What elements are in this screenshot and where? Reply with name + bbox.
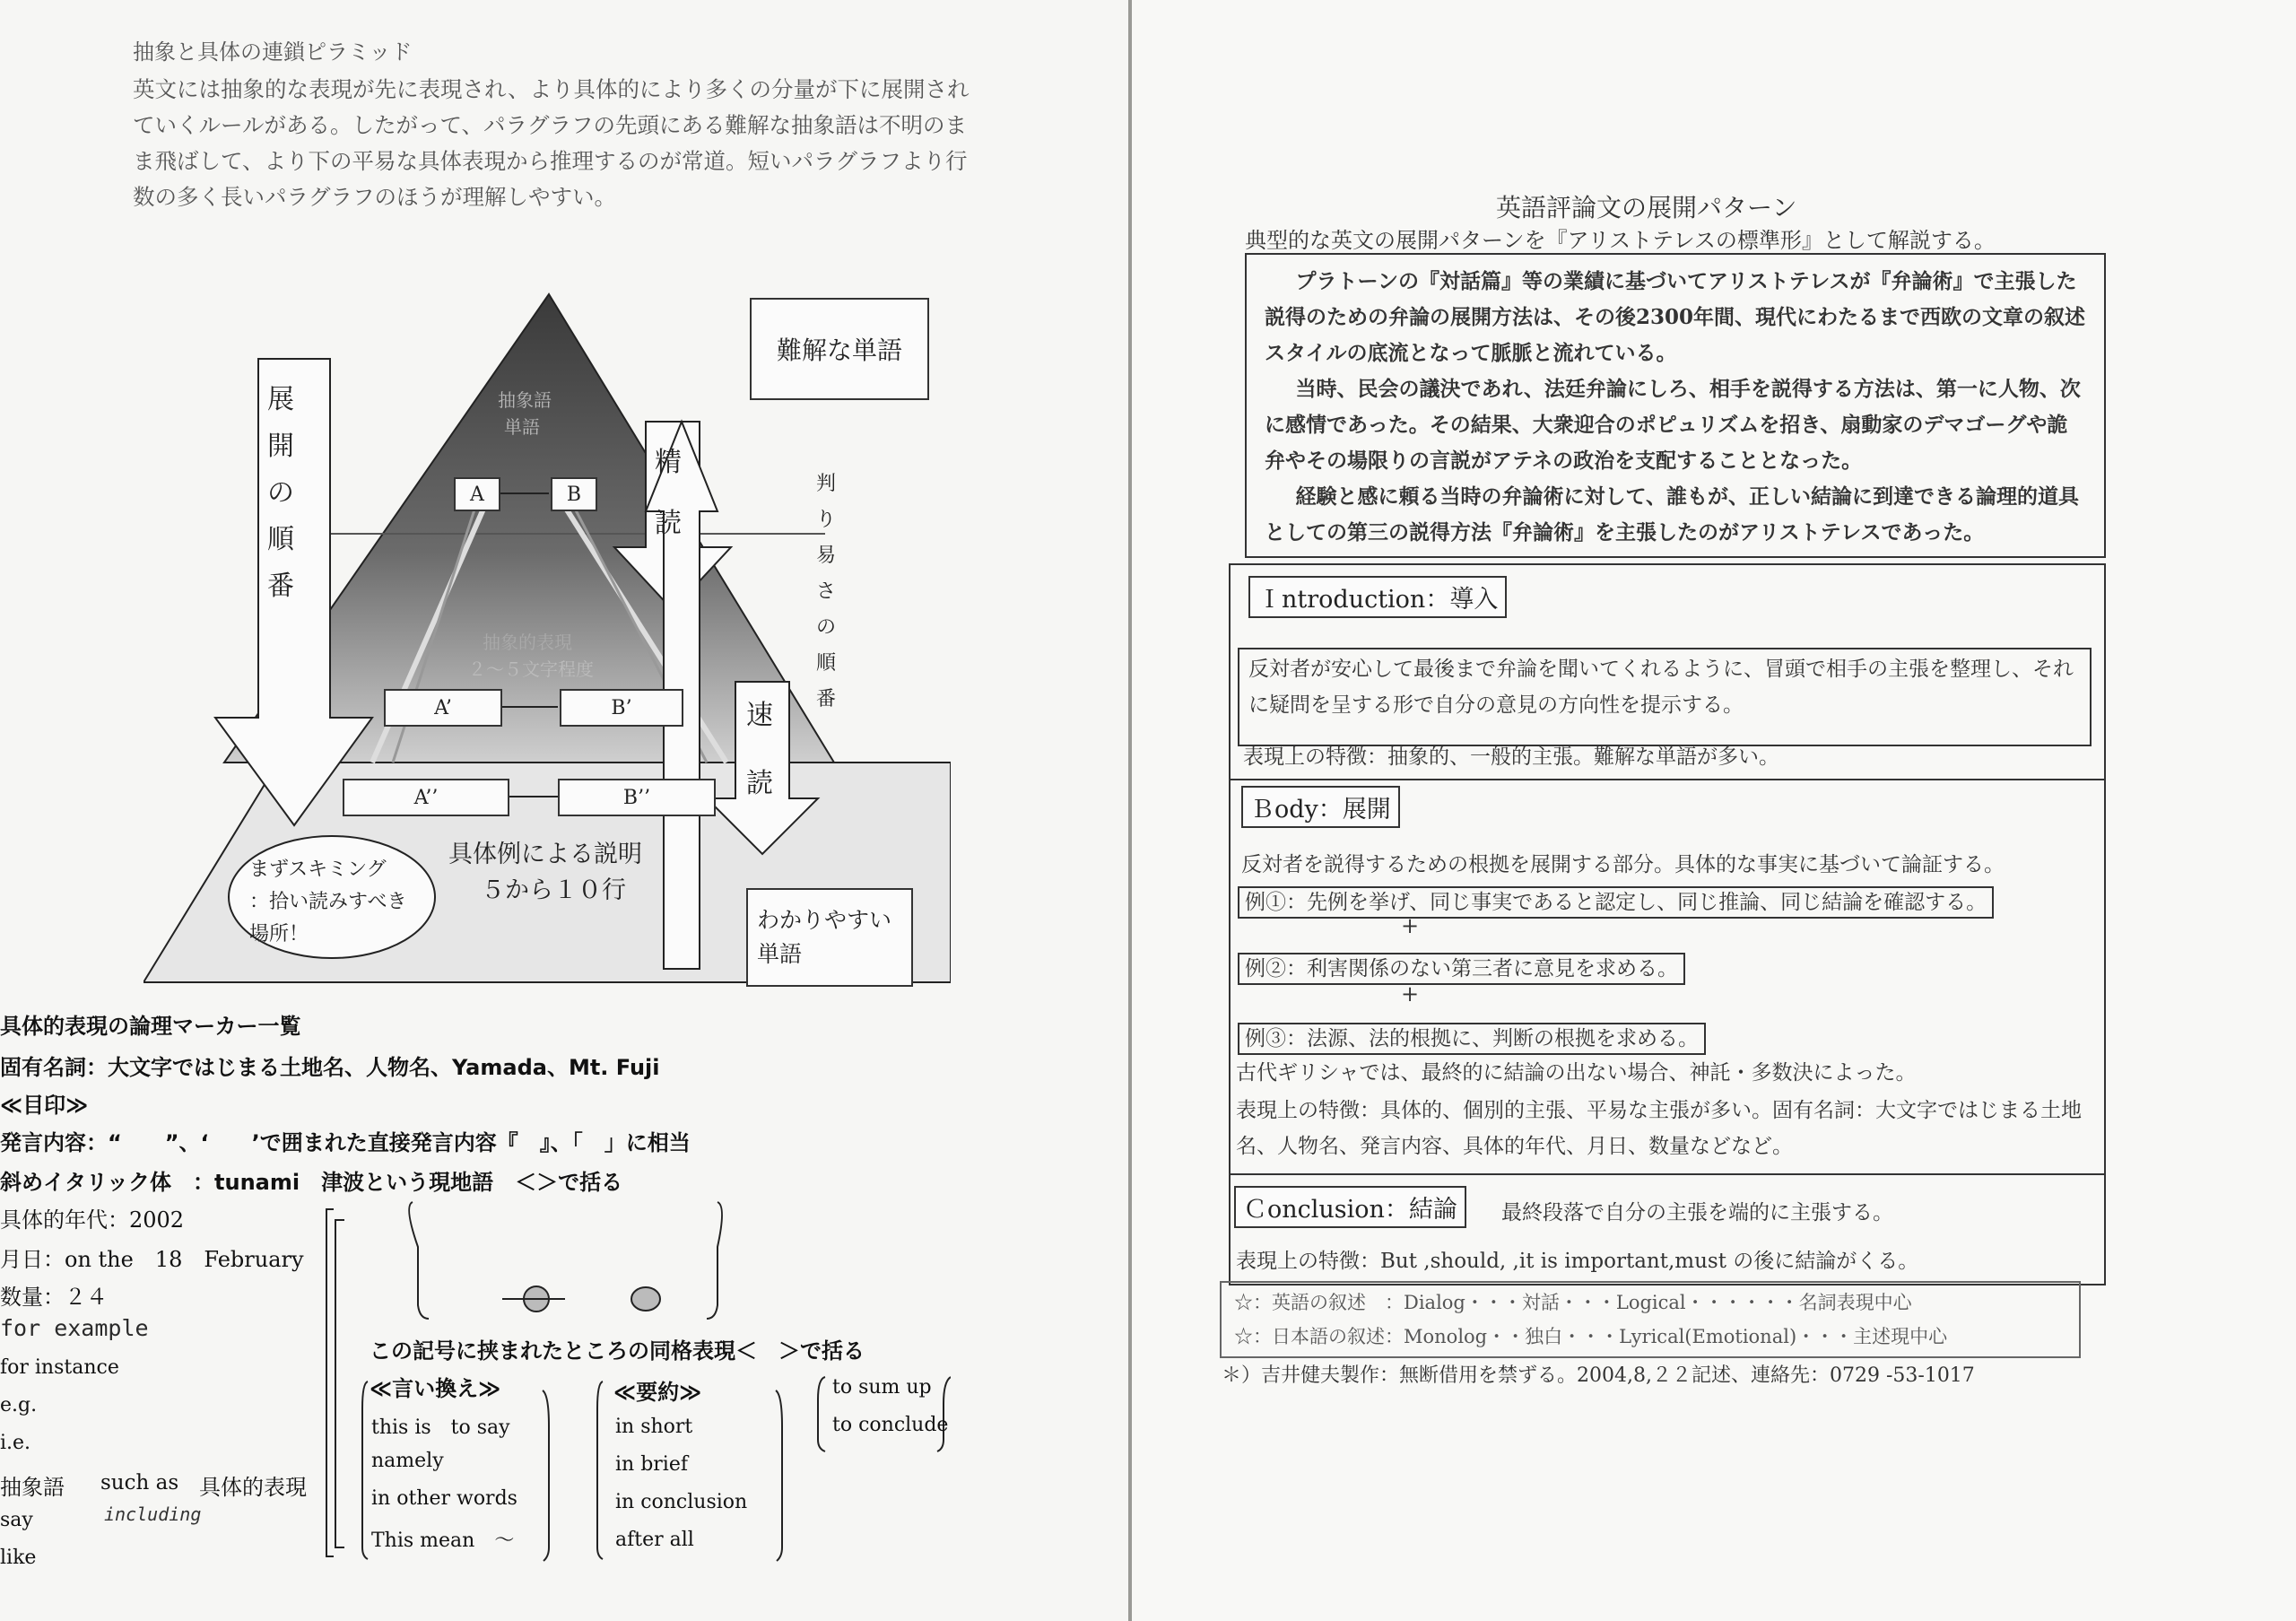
credit-line: ＊）吉井健夫製作：無断借用を禁ずる。2004,8,２２記述、連絡先：0729 -53-1017: [1222, 1364, 1975, 1387]
introduction-feature: 表現上の特徴：抽象的、一般的主張。難解な単語が多い。: [1243, 745, 1779, 769]
summary-item-1: in short: [615, 1416, 693, 1438]
marker-symbol-2: [631, 1287, 660, 1311]
marker-speech: 発言内容：“ ”、‘ ’で囲まれた直接発言内容『 』、「 」に相当: [0, 1130, 691, 1155]
rephrase-item-2: namely: [371, 1450, 444, 1472]
marker-mokuji: ≪目印≫: [0, 1093, 89, 1118]
seidoku-text: 精 読: [655, 447, 682, 539]
mid-label-2: ２～５文字程度: [468, 658, 594, 680]
box-b2: B’’: [558, 779, 716, 816]
body-heading: Ｂody：展開: [1241, 786, 1400, 828]
marker-for-example: for example: [0, 1315, 149, 1341]
quote-paragraph-3: 経験と感に頼る当時の弁論術に対して、誰もが、正しい結論に到達できる論理的道具としての第三の説得方法『弁論術』を主張したのがアリストテレスであった。: [1265, 484, 2080, 545]
quote-paragraph-1: プラトーンの『対話篇』等の業績に基づいてアリストテレスが『弁論術』で主張した説得のための弁論の展開方法は、その後2300年間、現代にわたるまで西欧の文章の叙述スタイルの底流となって脈脈と流れている。: [1265, 269, 2086, 365]
bracket-left-inner: [335, 1220, 344, 1547]
concrete-label-2: ５から１０行: [481, 876, 626, 904]
box-a1: A’: [384, 689, 502, 727]
marker-say: say: [0, 1509, 33, 1531]
skim-label-1: まずスキミング: [249, 858, 387, 881]
brace-right: [707, 1202, 722, 1319]
example-3: 例③：法源、法的根拠に、判断の根拠を求める。: [1238, 1023, 1706, 1055]
summary-heading: ≪要約≫: [613, 1380, 702, 1405]
easy-words-box: わかりやすい単語: [746, 888, 913, 987]
brace-left: [409, 1202, 429, 1319]
rephrase-heading: ≪言い換え≫: [370, 1376, 501, 1401]
sum-item-1: to sum up: [832, 1376, 932, 1399]
left-intro-paragraph: 英文には抽象的な表現が先に表現され、より具体的により多くの分量が下に展開されていくルールがある。したがって、パラグラフの先頭にある難解な抽象語は不明のまま飛ばして、より下の平易な具体表現から推理するのが常道。短いパラグラフより行数の多く長いパラグラフのほうが理解しやすい。: [133, 76, 970, 210]
order-arrow-text: 展 開 の 順 番: [267, 384, 294, 602]
conclusion-heading: Ｃonclusion：結論: [1234, 1186, 1466, 1228]
conclusion-feature: 表現上の特徴：But ,should, ,it is important,must の後に結論がくる。: [1236, 1250, 1919, 1273]
greek-note: 古代ギリシャでは、最終的に結論の出ない場合、神託・多数決によった。: [1236, 1061, 1917, 1085]
concrete-label-1: 具体例による説明: [448, 841, 642, 868]
skim-label-3: 場所！: [249, 923, 309, 946]
top-label-2: 単語: [504, 416, 540, 438]
marker-such-as: such as: [100, 1471, 179, 1495]
box-a: A: [454, 477, 500, 511]
left-title: 抽象と具体の連鎖ピラミッド: [133, 39, 413, 65]
example-2: 例②：利害関係のない第三者に意見を求める。: [1238, 953, 1685, 985]
sum-item-2: to conclude: [832, 1414, 949, 1436]
summary-item-3: in conclusion: [615, 1491, 748, 1513]
body-divider: [1231, 1173, 2106, 1175]
marker-concrete: 具体的表現: [199, 1475, 307, 1500]
body-feature: 表現上の特徴：具体的、個別的主張、平易な主張が多い。固有名詞：大文字ではじまる土地名、人物名、発言内容、具体的年代、月日、数量などなど。: [1236, 1099, 2082, 1158]
rephrase-item-1: this is to say: [371, 1416, 510, 1439]
box-a2: A’’: [343, 779, 509, 816]
mid-label-1: 抽象的表現: [483, 632, 572, 653]
summary-item-2: in brief: [615, 1453, 688, 1476]
top-label-1: 抽象語: [498, 389, 552, 411]
marker-ie: i.e.: [0, 1432, 31, 1454]
summary-item-4: after all: [615, 1529, 694, 1551]
note-japanese: ☆：日本語の叙述：Monolog・・独白・・・Lyrical(Emotional)・・・主述現中心: [1234, 1326, 1948, 1347]
body-text: 反対者を説得するための根拠を展開する部分。具体的な事実に基づいて論証する。: [1241, 853, 2005, 876]
rephrase-item-4: This mean ～: [371, 1529, 515, 1552]
rephrase-item-3: in other words: [371, 1487, 517, 1510]
page-gutter: [1128, 0, 1132, 1621]
marker-eg: e.g.: [0, 1394, 38, 1416]
sokudoku-text: 速 読: [746, 700, 773, 799]
box-b: B: [551, 477, 597, 511]
markers-heading: 具体的表現の論理マーカー一覧: [0, 1014, 301, 1039]
quote-paragraph-2: 当時、民会の議決であれ、法廷弁論にしろ、相手を説得する方法は、第一に人物、次に感情であった。その結果、大衆迎合のポピュリズムを招き、扇動家のデマゴーグや詭弁やその場限りの言説がアテネの政治を支配することとなった。: [1265, 377, 2081, 473]
conclusion-text: 最終段落で自分の主張を端的に主張する。: [1501, 1201, 1893, 1224]
example-1: 例①：先例を挙げ、同じ事実であると認定し、同じ推論、同じ結論を確認する。: [1238, 886, 1994, 919]
marker-italic: 斜めイタリック体 ：tunami 津波という現地語 ＜＞で括る: [0, 1170, 623, 1195]
paren-sum-left: [818, 1377, 825, 1451]
right-subtitle: 典型的な英文の展開パターンを『アリストテレスの標準形』として解説する。: [1245, 228, 1996, 253]
marker-for-instance: for instance: [0, 1356, 119, 1379]
paren-summary-right: [776, 1390, 782, 1561]
introduction-text: 反対者が安心して最後まで弁論を聞いてくれるように、冒頭で相手の主張を整理し、それに疑問を呈する形で自分の意見の方向性を提示する。: [1248, 658, 2074, 717]
marker-abstract: 抽象語: [0, 1475, 65, 1500]
hard-words-box: 難解な単語: [750, 298, 929, 400]
marker-year: 具体的年代：2002: [0, 1207, 185, 1233]
aristotle-quote-box: [1245, 253, 2106, 558]
intro-divider: [1231, 779, 2106, 780]
paren-rephrase-left: [362, 1381, 368, 1559]
skim-label-2: ：拾い読みすべき: [249, 891, 407, 913]
introduction-heading: Ｉntroduction：導入: [1248, 576, 1507, 618]
plus-2: +: [1401, 981, 1420, 1007]
right-title: 英語評論文の展開パターン: [1496, 193, 1797, 222]
marker-like: like: [0, 1547, 37, 1569]
pyramid-diagram: [144, 278, 951, 1005]
plus-1: +: [1401, 913, 1420, 938]
paren-summary-left: [597, 1381, 603, 1559]
note-english: ☆：英語の叙述 ：Dialog・・・対話・・・Logical・・・・・・名詞表現中心: [1234, 1292, 1912, 1313]
box-b1: B’: [560, 689, 683, 727]
marker-date: 月日：on the 18 February: [0, 1247, 304, 1272]
handwritten-including: including: [104, 1503, 202, 1525]
paren-rephrase-right: [543, 1390, 549, 1561]
easy-order-text: 判 り 易 さ の 順 番: [816, 473, 837, 710]
bracket-left-outer: [326, 1209, 334, 1556]
marker-qty: 数量：２４: [0, 1285, 108, 1310]
marker-proper-noun: 固有名詞：大文字ではじまる土地名、人物名、Yamada、Mt. Fuji: [0, 1055, 660, 1080]
symbol-line: この記号に挟まれたところの同格表現＜ ＞で括る: [370, 1338, 865, 1364]
